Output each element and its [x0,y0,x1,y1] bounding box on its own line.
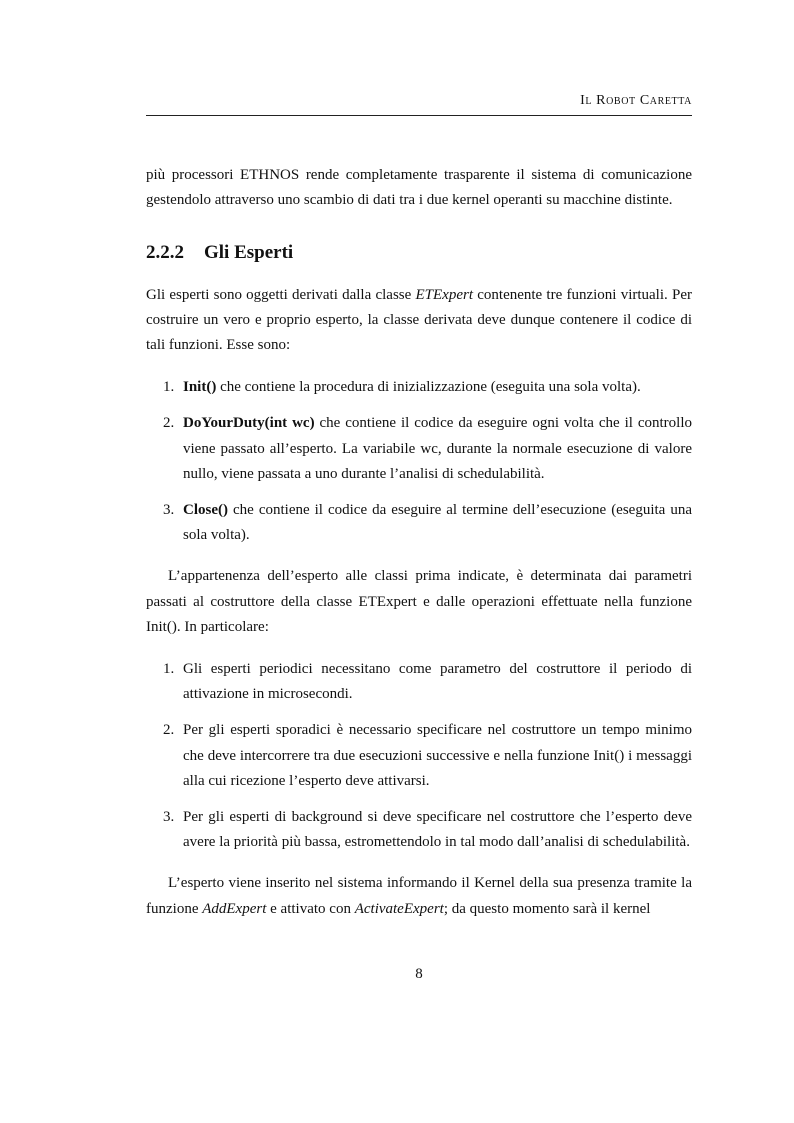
rules-list [146,657,692,855]
list-item [146,411,692,487]
function-description: che contiene la procedura di inizializzazione (eseguita una sola volta). [216,379,641,396]
intro-paragraph: più processori ETHNOS rende completamente trasparente il sistema di comunicazione gestendolo attraverso uno scambio di dati tra i due kernel operanti su macchine distinte. [146,167,692,209]
paragraph-registration [146,871,692,921]
list-item [146,375,692,400]
list-item [146,657,692,707]
list-item-number: 3. [163,502,175,519]
list-item-number: 3. [163,809,175,826]
list-item [146,498,692,548]
list-item-number: 2. [163,415,175,432]
para1-before: Gli esperti sono oggetti derivati dalla classe [146,286,416,303]
function-name: Init() [183,379,217,396]
list-item [146,805,692,855]
paragraph-expert-class [146,283,692,359]
section-heading [146,240,692,265]
function-addexpert: AddExpert [202,900,267,917]
para3-part1: L’esperto viene inserito nel sistema informando il Kernel della sua presenza tramite la funzione [146,875,692,917]
para3-part2: e attivato con [266,900,355,917]
para3-part3: ; da questo momento sarà il kernel [443,900,651,917]
paragraph-classes: L’appartenenza dell’esperto alle classi prima indicate, è determinata dai parametri passati al costruttore della classe ETExpert e dalle operazioni effettuate nella funzione Init(). In particolare: [146,568,692,635]
function-activateexpert: ActivateExpert [354,900,444,917]
running-header: Il Robot Caretta [580,93,692,108]
para1-after: contenente tre funzioni virtuali. Per costruire un vero e proprio esperto, la classe derivata deve dunque contenere il codice di tali funzioni. Esse sono: [146,286,692,354]
class-name-etexpert: ETExpert [415,286,474,303]
list-item-number: 1. [163,661,175,678]
section-title: Gli Esperti [204,242,294,264]
function-name: Close() [183,502,228,519]
list-item [146,718,692,794]
section-number: 2.2.2 [146,242,184,264]
list-item-text: Per gli esperti sporadici è necessario specificare nel costruttore un tempo minimo che deve intercorrere tra due esecuzioni successive e nella funzione Init() i messaggi alla cui ricezione l’esperto deve attivarsi. [183,722,692,789]
list-item-number: 1. [163,379,175,396]
function-description: che contiene il codice da eseguire al termine dell’esecuzione (eseguita una sola volta). [183,502,692,544]
page-number: 8 [415,966,423,982]
list-item-number: 2. [163,722,175,739]
list-item-text: Gli esperti periodici necessitano come parametro del costruttore il periodo di attivazione in microsecondi. [183,661,692,703]
function-description: che contiene il codice da eseguire ogni volta che il controllo viene passato all’esperto. La variabile wc, durante la normale esecuzione di valore nullo, viene passata a uno durante l’analisi di schedulabilità. [183,415,692,482]
header-rule [146,115,692,116]
body-text [146,163,692,922]
list-item-text: Per gli esperti di background si deve specificare nel costruttore che l’esperto deve avere la priorità più bassa, estromettendolo in tal modo dall’analisi di schedulabilità. [183,809,692,851]
function-name: DoYourDuty(int wc) [183,415,315,432]
function-list [146,375,692,548]
